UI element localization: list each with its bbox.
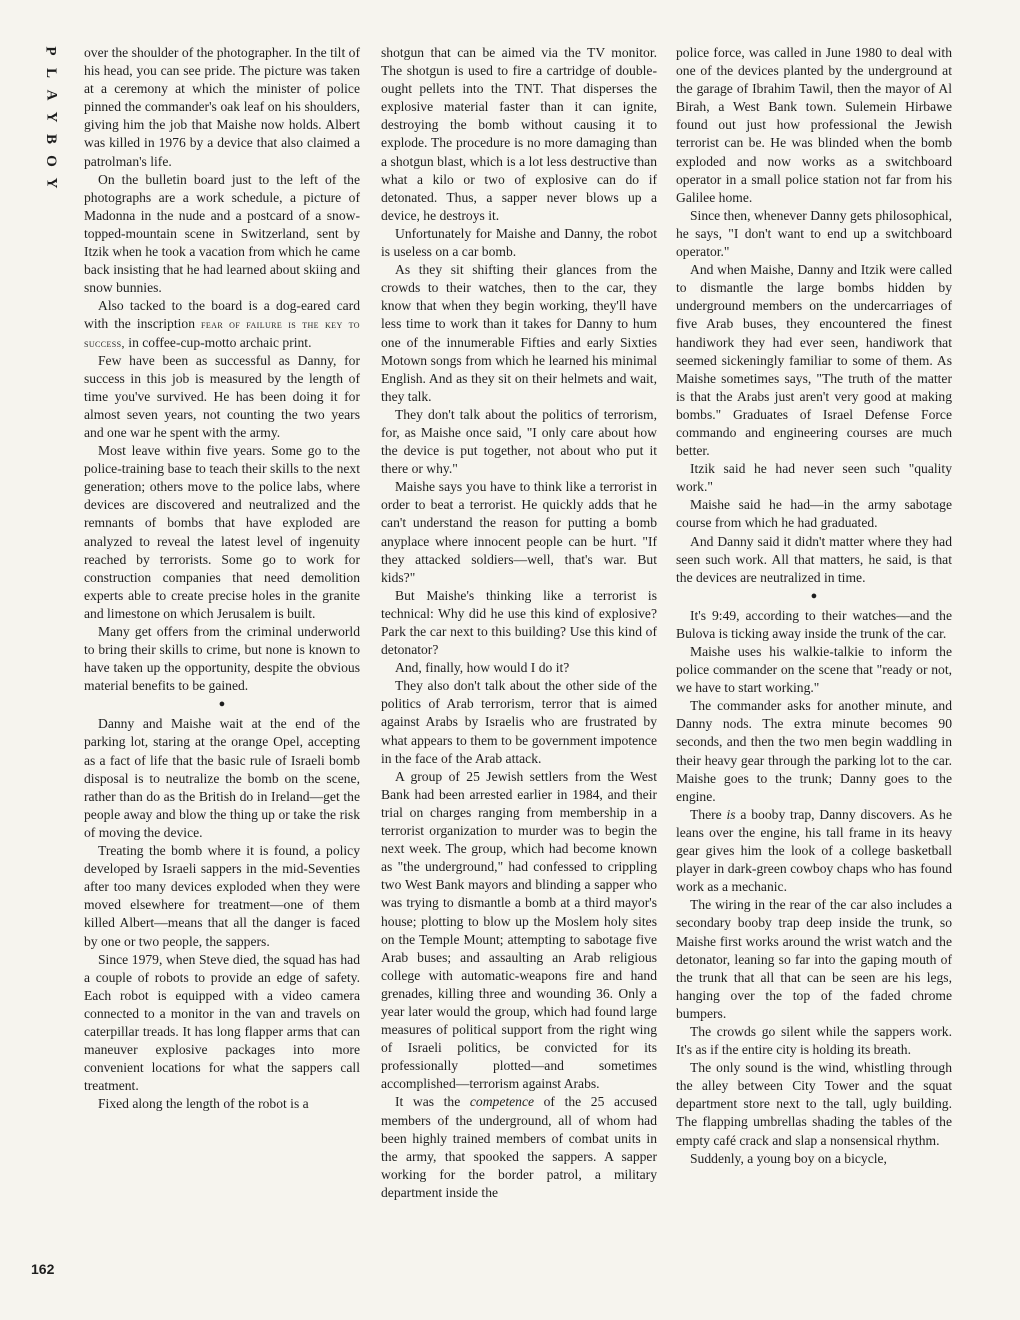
paragraph: Suddenly, a young boy on a bicycle, [690,1150,887,1166]
paragraph: Maishe uses his walkie-talkie to inform the police commander on the scene that "ready or not, we have to start working." [676,644,952,696]
paragraph: On the bulletin board just to the left of the photographs are a work schedule, a picture of Madonna in the nude and a postcard of a snow-topped-mountain scene in Switzerland, sent by Itzik when he took a vacation from which he came back insisting that he had learned about skiing and snow bunnies. [84,171,360,296]
paragraph: shotgun that can be aimed via the TV monitor. The shotgun is used to fire a cartridge of double-ought pellets into the TNT. That disperses the explosive material faster than it can ignite, destroying the bomb without causing it to explode. The procedure is no more damaging than a shotgun blast, which is a lot less destructive than what a kilo or two of explosive can do if detonated. Thus, a sapper never blows up a device, he destroys it. [381,45,657,223]
text-column-3 [676,44,952,1168]
paragraph: Since 1979, when Steve died, the squad has had a couple of robots to provide an edge of safety. Each robot is equipped with a video camera connected to a monitor in the van and travels on caterpillar treads. It has long flapper arms that can maneuver explosive packages into more convenient locations for what the sappers call treatment. [84,951,360,1094]
paragraph-text: of the 25 accused members of the underground, all of whom had been highly trained members of combat units in the army, that spooked the sappers. A sapper working for the border patrol, a military department inside the [381,1094,657,1200]
paragraph: As they sit shifting their glances from the crowds to their watches, then to the car, they know that when they begin working, they'll have less time to work than it takes for Danny to hum one of the innumerable Fifties and early Sixties Motown songs from which he learned his minimal English. And as they sit on their helmets and wait, they talk. [381,262,657,404]
page-number: 162 [31,1261,55,1277]
side-title-letter: A [43,89,59,101]
paragraph: Maishe said he had—in the army sabotage course from which he had graduated. [676,497,952,531]
paragraph: Danny and Maishe wait at the end of the parking lot, staring at the orange Opel, accepting as a fact of life that the basic rule of Israeli bomb disposal is to neutralize the bomb on the scene, rather than do as the British do in Ireland—get the people away and blow the thing up or take the risk of moving the device. [84,716,360,840]
section-separator: ● [810,589,818,602]
paragraph: Since then, whenever Danny gets philosophical, he says, "I don't want to end up a switchboard operator." [676,207,952,260]
paragraph [84,297,360,351]
paragraph: Itzik said he had never seen such "quality work." [676,461,952,495]
paragraph: The wiring in the rear of the car also includes a secondary booby trap deep inside the trunk, so Maishe first works around the wrist watch and the detonator, leaning so far into the gaping mouth of the trunk that all that can be seen are his legs, hanging over the top of the faded chrome bumpers. [676,897,952,1021]
paragraph-text: Also tacked to the board is a dog-eared card with the inscription [84,298,360,332]
paragraph: It's 9:49, according to their watches—and the Bulova is ticking away inside the trunk of the car. [676,607,952,641]
paragraph-text: There [690,806,727,822]
side-title-letter: B [42,133,59,145]
side-title-letter: L [42,67,59,79]
card-inscription: fear of failure is the key to success, [84,317,360,350]
magazine-name [40,44,62,198]
side-title-letter: Y [43,111,59,123]
paragraph: police force, was called in June 1980 to deal with one of the devices planted by the underground at the garage of Ibrahim Tawil, then the mayor of Al Birah, a West Bank town. Sulemein Hirbawe found out just how professional the Jewish terrorist can be. He was blinded when the bomb exploded and now works as a switchboard operator in a small police station not far from his Galilee home. [676,45,952,205]
paragraph: The only sound is the wind, whistling through the alley between City Tower and the squat department store next to the tall, ugly building. The flapping umbrellas shading the tables of the empty café crack and slap a nonsensical rhythm. [676,1060,952,1148]
paragraph: Few have been as successful as Danny, for success in this job is measured by the length of time you've survived. He has been doing it for almost seven years, not counting the two years and one war he spent with the army. [84,352,360,440]
paragraph: over the shoulder of the photographer. In the tilt of his head, you can see pride. The picture was taken at a ceremony at which the minister of police pinned the commander's oak leaf on his shoulders, giving him the job that Maishe now holds. Albert was killed in 1976 by a device that also claimed a patrolman's life. [84,45,360,169]
paragraph: They also don't talk about the other side of the politics of Arab terrorism, terror that is aimed against Arabs by Israelis who are frustrated by what appears to them to be government impotence in the face of the Arab attack. [381,678,657,766]
paragraph: Many get offers from the criminal underworld to bring their skills to crime, but none is known to have taken up the opportunity, despite the obvious material benefits to be gained. [84,624,360,694]
paragraph: But Maishe's thinking like a terrorist is technical: Why did he use this kind of explosive? Park the car next to this building? Use this kind of detonator? [381,587,657,658]
text-column-1 [84,44,360,1113]
paragraph: Maishe says you have to think like a terrorist in order to beat a terrorist. He quickly adds that he can't understand the reason for putting a bomb anyplace where innocent people can be hurt. "If they attacked soldiers—well, that's war. But kids?" [381,479,657,585]
section-separator: ● [218,698,226,711]
paragraph: The commander asks for another minute, and Danny nods. The extra minute becomes 90 seconds, and then the two men begin waddling in their heavy gear through the parking lot to the car. Maishe goes to the trunk; Danny goes to the engine. [676,698,952,804]
paragraph: Treating the bomb where it is found, a policy developed by Israeli sappers in the mid-Seventies after too many devices exploded when they were moved elsewhere for treatment—one of them killed Albert—means that all the danger is faced by one or two people, the sappers. [84,843,360,949]
paragraph: And when Maishe, Danny and Itzik were called to dismantle the large bombs hidden by underground members on the undercarriages of five Arab buses, they encountered the finest handiwork they had ever seen, handiwork that seemed sickeningly familiar to some of them. As Maishe sometimes says, "The truth of the matter is that the Arabs just aren't very good at making bombs." Graduates of Israel Defense Force commando and engineering courses are much better. [676,262,952,459]
paragraph: The crowds go silent while the sappers work. It's as if the entire city is holding its breath. [676,1023,952,1058]
emphasis: competence [469,1094,535,1110]
paragraph: They don't talk about the politics of terrorism, for, as Maishe once said, "I only care about how the device is put together, not about who put it there or why." [381,406,657,477]
paragraph-text: a booby trap, Danny discovers. As he leans over the engine, his tall frame in its heavy gear gives him the look of a college basketball player in dark-green cowboy chaps who has found work as a mechanic. [676,806,953,895]
paragraph: Unfortunately for Maishe and Danny, the robot is useless on a car bomb. [381,225,657,260]
emphasis: is [726,806,736,822]
paragraph: And, finally, how would I do it? [395,660,570,676]
side-title-letter: O [42,155,59,167]
side-title-letter: Y [43,177,59,189]
paragraph-text: in coffee-cup-motto archaic print. [124,334,312,350]
paragraph [381,1093,657,1202]
text-column-2 [381,44,657,1202]
paragraph-text: It was the [395,1094,470,1110]
paragraph: Most leave within five years. Some go to the police-training base to teach their skills to the next generation; others move to the police labs, where devices are discovered and neutralized and the remnants of bombs that have exploded are analyzed to reveal the latest level of ingenuity reached by terrorists. Some go to work for construction companies that need demolition experts able to create precise holes in the granite and limestone on which Jerusalem is built. [84,443,360,621]
paragraph: And Danny said it didn't matter where they had seen such work. All that matters, he said, is that the devices are neutralized in time. [676,533,952,585]
paragraph: A group of 25 Jewish settlers from the West Bank had been arrested earlier in 1984, and their trial on charges ranging from membership in a terrorist organization to murder was to begin the next week. The group, which had become known as "the underground," had confessed to crippling two West Bank mayors and blinding a sapper who was trying to dismantle a bomb at a third mayor's house; plotting to blow up the Moslem holy sites on the Temple Mount; attempting to sabotage five Arab buses; and assaulting an Arab religious college with automatic-weapons fire and hand grenades, killing three and wounding 36. Only a year later would the group, which had found large measures of political support from the right wing of Israeli politics, be convicted for its professionally plotted—and sometimes accomplished—terrorism against Arabs. [381,768,657,1092]
side-title-letter: P [42,46,59,56]
paragraph: Fixed along the length of the robot is a [98,1096,309,1112]
paragraph [676,806,952,896]
